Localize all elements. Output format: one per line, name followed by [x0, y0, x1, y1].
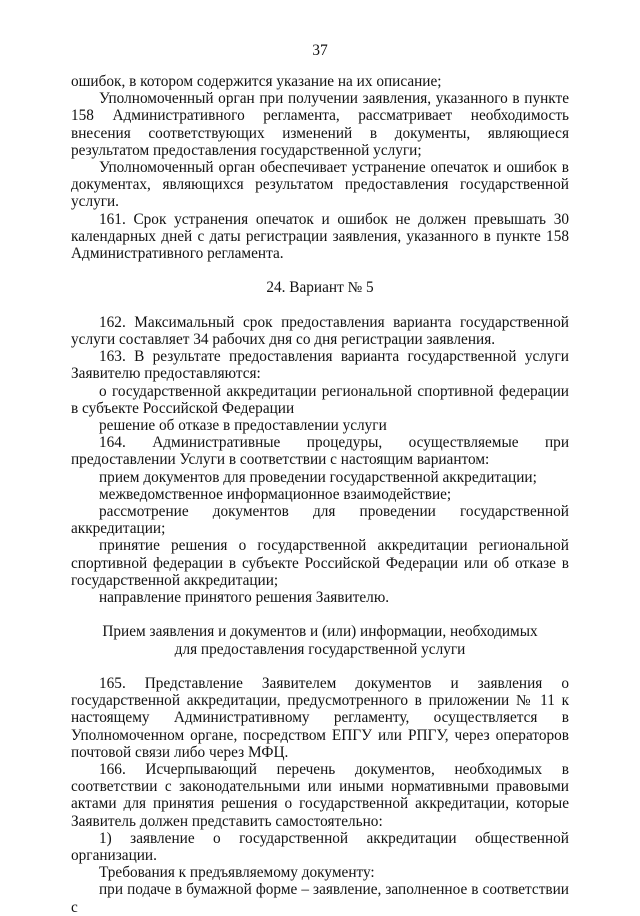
paragraph-166: 166. Исчерпывающий перечень документов, необходимых в соответствии с законодательными или иными нормативными правовыми актами для принятия решения о государственной аккредитации, которые Заявитель должен представить самостоятельно:: [71, 761, 569, 830]
paragraph-161: 161. Срок устранения опечаток и ошибок не должен превышать 30 календарных дней с даты регистрации заявления, указанного в пункте 158 Административного регламента.: [71, 210, 569, 263]
document-body: [71, 73, 569, 916]
list-item: решение об отказе в предоставлении услуги: [99, 417, 387, 435]
list-item: рассмотрение документов для проведении государственной аккредитации;: [71, 503, 569, 538]
page-number: 37: [312, 42, 328, 59]
list-item: направление принятого решения Заявителю.: [99, 589, 390, 607]
paragraph-162: 162. Максимальный срок предоставления варианта государственной услуги составляет 34 рабочих дня со дня регистрации заявления.: [71, 313, 569, 349]
list-item: 1) заявление о государственной аккредитации общественной организации.: [71, 829, 569, 865]
paragraph: при подаче в бумажной форме – заявление, заполненное в соответствии с: [71, 881, 569, 916]
paragraph-163: 163. В результате предоставления варианта государственной услуги Заявителю предоставляются:: [71, 348, 569, 383]
paragraph-164: 164. Административные процедуры, осуществляемые при предоставлении Услуги в соответствии с настоящим вариантом:: [71, 434, 569, 469]
list-item: межведомственное информационное взаимодействие;: [99, 485, 452, 503]
paragraph: ошибок, в котором содержится указание на их описание;: [71, 73, 442, 90]
list-item: прием документов для проведении государственной аккредитации;: [99, 468, 537, 486]
section-heading-reception-line2: для предоставления государственной услуги: [174, 640, 466, 658]
list-item: о государственной аккредитации региональной спортивной федерации в субъекте Российской Федерации: [71, 382, 569, 417]
paragraph: Уполномоченный орган обеспечивает устранение опечаток и ошибок в документах, являющихся результатом предоставления государственной услуги.: [71, 159, 569, 211]
list-item: принятие решения о государственной аккредитации региональной спортивной федерации в субъекте Российской Федерации или об отказе в государственной аккредитации;: [71, 537, 569, 589]
section-heading-variant: 24. Вариант № 5: [266, 279, 374, 297]
paragraph: Требования к предъявляемому документу:: [99, 864, 375, 882]
section-heading-reception-line1: Прием заявления и документов и (или) информации, необходимых: [102, 623, 538, 641]
paragraph: Уполномоченный орган при получении заявления, указанного в пункте 158 Административного регламента, рассматривает необходимость внесения соответствующих изменений в документы, являющиеся результатом предоставления государственной услуги;: [71, 90, 569, 159]
paragraph-165: 165. Представление Заявителем документов и заявления о государственной аккредитации, предусмотренного в приложении № 11 к настоящему Административному регламенту, осуществляется в Уполномоченном органе, посредством ЕПГУ или РПГУ, через операторов почтовой связи либо через МФЦ.: [71, 675, 569, 761]
